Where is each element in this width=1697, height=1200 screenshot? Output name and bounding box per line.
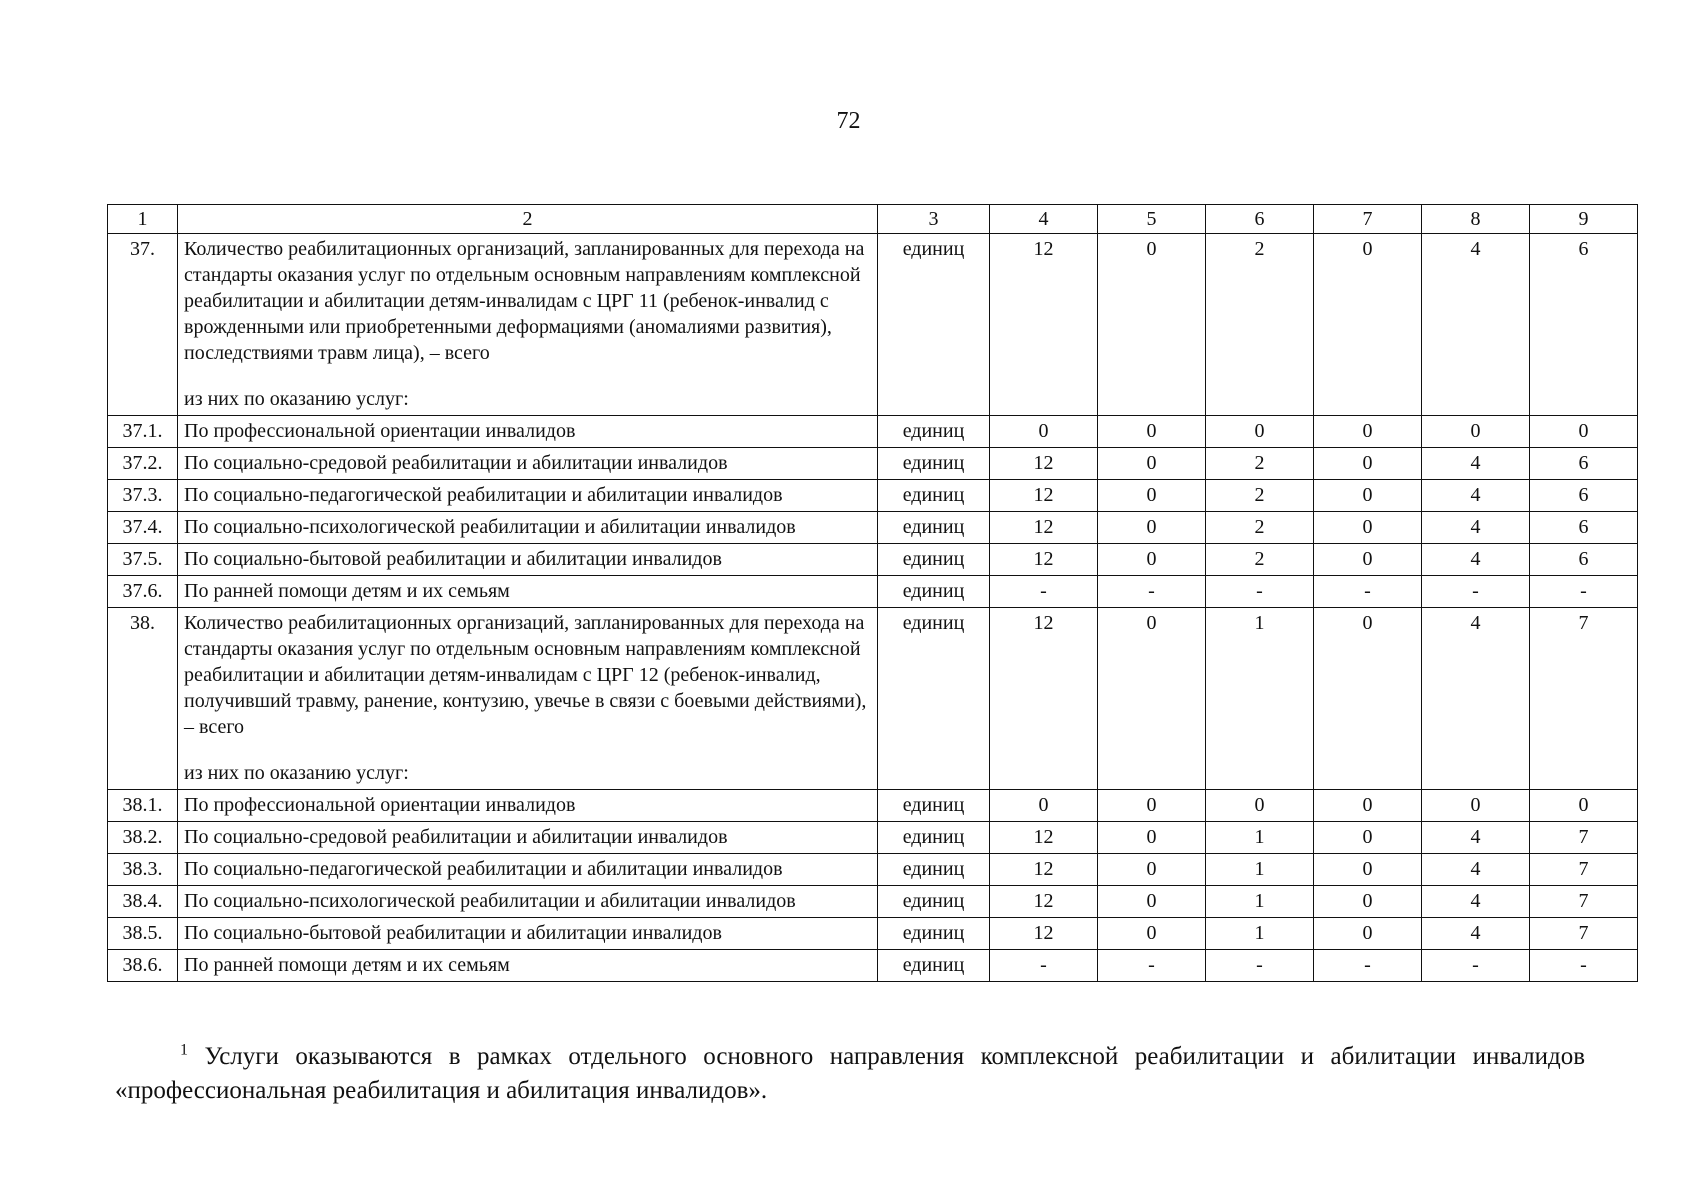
row-description (178, 512, 878, 544)
value-cell: 0 (1314, 448, 1422, 480)
row-description-text: По социально-бытовой реабилитации и абилитации инвалидов (184, 548, 722, 570)
value-cell: 4 (1422, 886, 1530, 918)
row-description-text: По социально-педагогической реабилитации и абилитации инвалидов (184, 484, 783, 506)
table-row (108, 822, 1638, 854)
row-description-text: Количество реабилитационных организаций, запланированных для перехода на стандарты оказания услуг по отдельным основным направлениям комплексной реабилитации и абилитации детям-инвалидам с ЦРГ 12 (ребенок-инвалид, получивший травму, ранение, контузию, увечье в связи с боевыми действиями), – всего (184, 612, 867, 738)
row-description (178, 950, 878, 982)
value-cell: 0 (1314, 480, 1422, 512)
column-header: 4 (990, 205, 1098, 234)
table-row (108, 950, 1638, 982)
value-cell: - (990, 576, 1098, 608)
row-description-text: По социально-бытовой реабилитации и абилитации инвалидов (184, 922, 722, 944)
row-unit: единиц (878, 234, 990, 416)
table-body (108, 234, 1638, 982)
row-number: 38.5. (108, 918, 178, 950)
footnote (115, 1040, 1585, 1108)
value-cell: 0 (1206, 790, 1314, 822)
row-number: 37.2. (108, 448, 178, 480)
value-cell: 12 (990, 918, 1098, 950)
value-cell: 4 (1422, 854, 1530, 886)
row-description-text: По ранней помощи детям и их семьям (184, 954, 510, 976)
row-unit: единиц (878, 544, 990, 576)
table-row (108, 886, 1638, 918)
column-header: 3 (878, 205, 990, 234)
row-subheading: из них по оказанию услуг: (184, 388, 409, 410)
row-unit: единиц (878, 918, 990, 950)
row-description-text: По социально-психологической реабилитации и абилитации инвалидов (184, 516, 796, 538)
value-cell: 0 (1314, 416, 1422, 448)
value-cell: 0 (1098, 480, 1206, 512)
row-number: 38.2. (108, 822, 178, 854)
column-header: 2 (178, 205, 878, 234)
value-cell: 12 (990, 608, 1098, 790)
value-cell: 0 (1314, 234, 1422, 416)
value-cell: 4 (1422, 512, 1530, 544)
value-cell: 2 (1206, 234, 1314, 416)
table-row (108, 918, 1638, 950)
value-cell: 4 (1422, 544, 1530, 576)
value-cell: 0 (1098, 544, 1206, 576)
row-number: 38.3. (108, 854, 178, 886)
value-cell: 12 (990, 886, 1098, 918)
row-unit: единиц (878, 950, 990, 982)
row-unit: единиц (878, 416, 990, 448)
value-cell: 2 (1206, 480, 1314, 512)
footnote-text: Услуги оказываются в рамках отдельного основного направления комплексной реабилитации и абилитации инвалидов «профессиональная реабилитация и абилитация инвалидов». (115, 1043, 1585, 1104)
row-description-text: По ранней помощи детям и их семьям (184, 580, 510, 602)
row-description-text: По профессиональной ориентации инвалидов (184, 794, 576, 816)
value-cell: - (1530, 950, 1638, 982)
column-header: 8 (1422, 205, 1530, 234)
row-unit: единиц (878, 854, 990, 886)
row-number: 37.6. (108, 576, 178, 608)
value-cell: 0 (990, 416, 1098, 448)
value-cell: 0 (990, 790, 1098, 822)
value-cell: 12 (990, 544, 1098, 576)
row-unit: единиц (878, 480, 990, 512)
value-cell: 6 (1530, 448, 1638, 480)
row-description (178, 448, 878, 480)
value-cell: 0 (1098, 918, 1206, 950)
row-description-text: По социально-средовой реабилитации и абилитации инвалидов (184, 826, 728, 848)
value-cell: 4 (1422, 608, 1530, 790)
row-unit: единиц (878, 886, 990, 918)
row-description (178, 480, 878, 512)
column-header: 6 (1206, 205, 1314, 234)
row-description (178, 854, 878, 886)
value-cell: 7 (1530, 886, 1638, 918)
column-header: 7 (1314, 205, 1422, 234)
row-description (178, 234, 878, 416)
value-cell: - (1206, 950, 1314, 982)
row-number: 37.3. (108, 480, 178, 512)
row-unit: единиц (878, 822, 990, 854)
table-row (108, 416, 1638, 448)
value-cell: 0 (1098, 854, 1206, 886)
column-header: 1 (108, 205, 178, 234)
value-cell: 1 (1206, 886, 1314, 918)
value-cell: - (1098, 576, 1206, 608)
value-cell: 0 (1422, 790, 1530, 822)
row-unit: единиц (878, 576, 990, 608)
table-row (108, 544, 1638, 576)
indicators-table (107, 204, 1638, 982)
row-description (178, 416, 878, 448)
value-cell: 0 (1098, 822, 1206, 854)
value-cell: 2 (1206, 512, 1314, 544)
row-number: 38.1. (108, 790, 178, 822)
value-cell: 1 (1206, 822, 1314, 854)
value-cell: 1 (1206, 854, 1314, 886)
value-cell: 0 (1314, 512, 1422, 544)
value-cell: 4 (1422, 234, 1530, 416)
value-cell: 6 (1530, 480, 1638, 512)
value-cell: 0 (1530, 416, 1638, 448)
value-cell: 12 (990, 512, 1098, 544)
value-cell: 4 (1422, 480, 1530, 512)
value-cell: 0 (1314, 608, 1422, 790)
value-cell: 7 (1530, 854, 1638, 886)
value-cell: 0 (1530, 790, 1638, 822)
page-number: 72 (836, 108, 861, 134)
row-description-text: По профессиональной ориентации инвалидов (184, 420, 576, 442)
value-cell: 0 (1098, 790, 1206, 822)
value-cell: 0 (1314, 886, 1422, 918)
value-cell: - (1422, 950, 1530, 982)
value-cell: - (1530, 576, 1638, 608)
value-cell: 0 (1206, 416, 1314, 448)
value-cell: 0 (1314, 544, 1422, 576)
table-row (108, 234, 1638, 416)
footnote-marker: 1 (180, 1041, 188, 1059)
row-number: 38.6. (108, 950, 178, 982)
row-number: 38. (108, 608, 178, 790)
table-row (108, 512, 1638, 544)
value-cell: 0 (1314, 790, 1422, 822)
value-cell: 0 (1098, 886, 1206, 918)
row-unit: единиц (878, 790, 990, 822)
table-header-row (108, 205, 1638, 234)
value-cell: 12 (990, 234, 1098, 416)
row-description-text: Количество реабилитационных организаций, запланированных для перехода на стандарты оказания услуг по отдельным основным направлениям комплексной реабилитации и абилитации детям-инвалидам с ЦРГ 11 (ребенок-инвалид с врожденными или приобретенными деформациями (аномалиями развития), последствиями травм лица), – всего (184, 238, 865, 364)
row-unit: единиц (878, 512, 990, 544)
value-cell: 2 (1206, 448, 1314, 480)
table-row (108, 608, 1638, 790)
value-cell: 1 (1206, 608, 1314, 790)
row-number: 37.5. (108, 544, 178, 576)
table-row (108, 576, 1638, 608)
value-cell: - (990, 950, 1098, 982)
value-cell: 0 (1422, 416, 1530, 448)
row-description (178, 544, 878, 576)
value-cell: - (1206, 576, 1314, 608)
row-description (178, 918, 878, 950)
row-description-text: По социально-психологической реабилитации и абилитации инвалидов (184, 890, 796, 912)
value-cell: - (1314, 576, 1422, 608)
value-cell: 0 (1098, 416, 1206, 448)
value-cell: 0 (1098, 234, 1206, 416)
value-cell: 6 (1530, 512, 1638, 544)
column-header: 9 (1530, 205, 1638, 234)
value-cell: - (1422, 576, 1530, 608)
row-description (178, 790, 878, 822)
row-number: 37. (108, 234, 178, 416)
row-description (178, 886, 878, 918)
row-description-text: По социально-педагогической реабилитации и абилитации инвалидов (184, 858, 783, 880)
row-subheading: из них по оказанию услуг: (184, 762, 409, 784)
value-cell: - (1098, 950, 1206, 982)
value-cell: 12 (990, 480, 1098, 512)
table-row (108, 790, 1638, 822)
value-cell: 0 (1098, 512, 1206, 544)
table-row (108, 448, 1638, 480)
value-cell: 0 (1314, 918, 1422, 950)
value-cell: 0 (1314, 854, 1422, 886)
value-cell: 0 (1098, 448, 1206, 480)
row-unit: единиц (878, 608, 990, 790)
value-cell: 1 (1206, 918, 1314, 950)
value-cell: 7 (1530, 822, 1638, 854)
row-description (178, 576, 878, 608)
table-row (108, 854, 1638, 886)
value-cell: 4 (1422, 822, 1530, 854)
value-cell: 12 (990, 448, 1098, 480)
table-row (108, 480, 1638, 512)
value-cell: 12 (990, 854, 1098, 886)
value-cell: 12 (990, 822, 1098, 854)
row-description (178, 608, 878, 790)
value-cell: 4 (1422, 448, 1530, 480)
value-cell: 2 (1206, 544, 1314, 576)
row-number: 37.4. (108, 512, 178, 544)
value-cell: 4 (1422, 918, 1530, 950)
column-header: 5 (1098, 205, 1206, 234)
row-number: 38.4. (108, 886, 178, 918)
value-cell: 6 (1530, 544, 1638, 576)
value-cell: - (1314, 950, 1422, 982)
row-description (178, 822, 878, 854)
value-cell: 0 (1098, 608, 1206, 790)
row-number: 37.1. (108, 416, 178, 448)
value-cell: 0 (1314, 822, 1422, 854)
row-unit: единиц (878, 448, 990, 480)
row-description-text: По социально-средовой реабилитации и абилитации инвалидов (184, 452, 728, 474)
value-cell: 7 (1530, 608, 1638, 790)
value-cell: 6 (1530, 234, 1638, 416)
value-cell: 7 (1530, 918, 1638, 950)
